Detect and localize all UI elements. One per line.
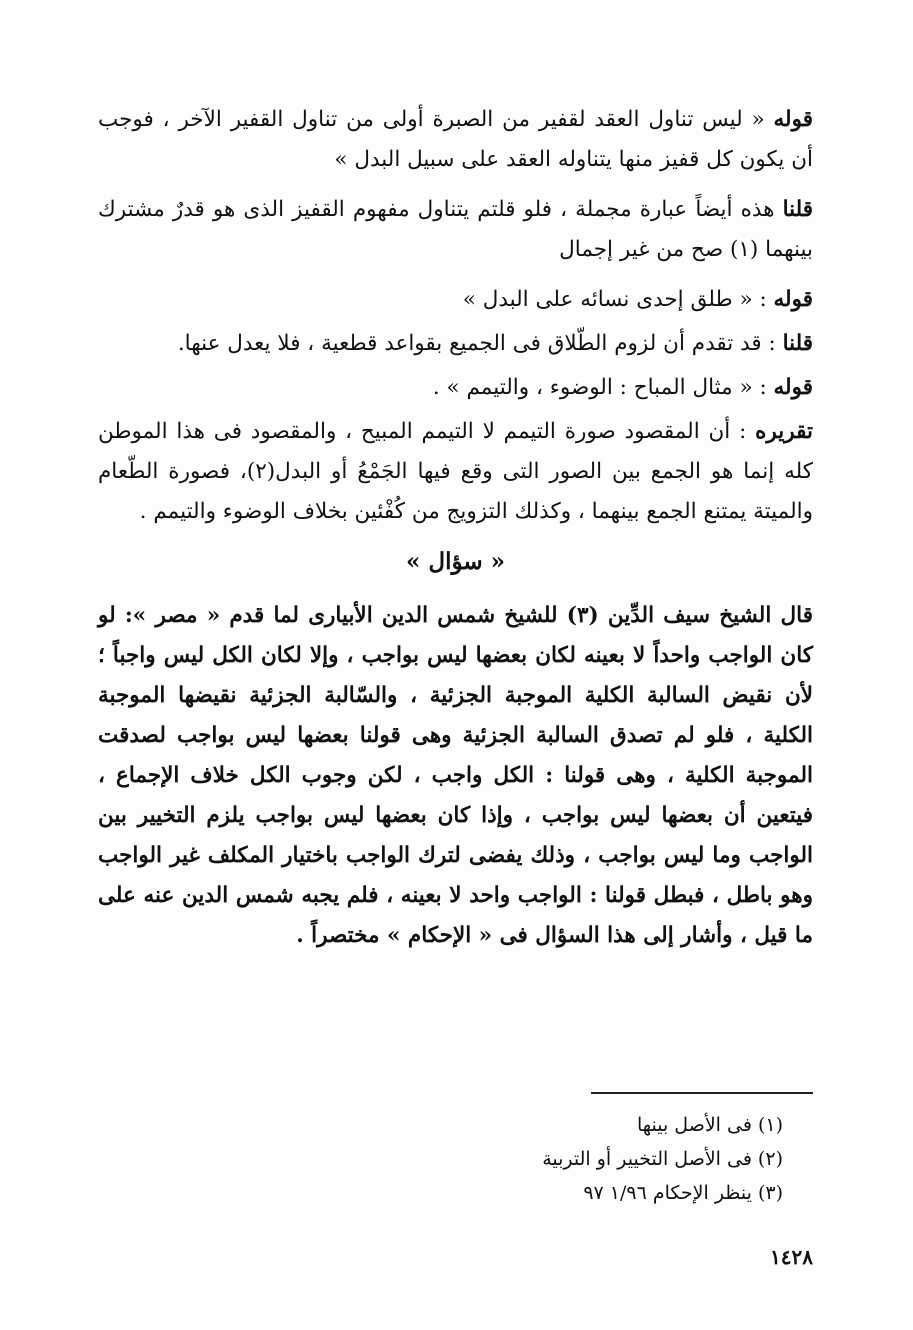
- paragraph-6-text: : أن المقصود صورة التيمم لا التيمم المبيح ، والمقصود فى هذا الموطن كله إنما هو الجمع بين الصور التى وقع فيها الجَمْعُ أو البدل(٢)، فصورة الطّعام والميتة يمتنع الجمع بينهما ، وكذلك التزويج من كُفْئين بخلاف الوضوء والتيمم .: [98, 419, 813, 524]
- paragraph-5-label: قوله: [773, 375, 813, 400]
- paragraph-4-label: قلنا: [782, 331, 813, 356]
- paragraph-2-label: قلنا: [782, 197, 813, 222]
- paragraph-1: [98, 100, 813, 180]
- paragraph-5-text: : « مثال المباح : الوضوء ، والتيمم » .: [432, 375, 774, 400]
- page-number: ١٤٢٨: [770, 1245, 813, 1269]
- question-paragraph: قال الشيخ سيف الدِّين (٣) للشيخ شمس الدين الأبيارى لما قدم « مصر »: لو كان الواجب واحداً لا بعينه لكان بعضها ليس بواجب ، وإلا لكان الكل ليس واجباً ؛ لأن نقيض السالبة الكلية الموجبة الجزئية ، والسّالبة الجزئية نقيضها الموجبة الكلية ، فلو لم تصدق السالبة الجزئية وهى قولنا بعضها ليس بواجب لصدقت الموجبة الكلية ، وهى قولنا : الكل واجب ، لكن وجوب الكل خلاف الإجماع ، فيتعين أن بعضها ليس بواجب ، وإذا كان بعضها ليس بواجب يلزم التخيير بين الواجب وما ليس بواجب ، وذلك يفضى لترك الواجب باختيار المكلف غير الواجب وهو باطل ، فبطل قولنا : الواجب واحد لا بعينه ، فلم يجبه شمس الدين عنه على ما قيل ، وأشار إلى هذا السؤال فى « الإحكام » مختصراً .: [98, 603, 813, 948]
- paragraph-1-label: قوله: [773, 107, 813, 132]
- footnote-divider: [591, 1092, 813, 1094]
- footnotes: [363, 1108, 783, 1210]
- paragraph-3: [98, 280, 813, 320]
- paragraph-3-text: : « طلق إحدى نسائه على البدل »: [462, 287, 774, 312]
- paragraph-3-label: قوله: [773, 287, 813, 312]
- footnote-2: (٢) فى الأصل التخيير أو التربية: [542, 1148, 783, 1170]
- paragraph-6-label: تقريره: [755, 419, 813, 444]
- footnote-1: (١) فى الأصل بينها: [636, 1114, 783, 1136]
- paragraph-6: [98, 412, 813, 532]
- paragraph-1-text: « ليس تناول العقد لقفير من الصبرة أولى من تناول القفير الآخر ، فوجب أن يكون كل قفيز منها يتناوله العقد على سبيل البدل »: [98, 107, 813, 172]
- section-heading: « سؤال »: [405, 548, 506, 575]
- paragraph-2-text: هذه أيضاً عبارة مجملة ، فلو قلتم يتناول مفهوم القفيز الذى هو قدرٌ مشترك بينهما (١) صح من غير إجمال: [98, 197, 813, 262]
- main-text-column: [98, 100, 813, 966]
- paragraph-4-text: : قد تقدم أن لزوم الطّلاق فى الجميع بقواعد قطعية ، فلا يعدل عنها.: [177, 331, 783, 356]
- paragraph-5: [98, 368, 813, 408]
- footnote-3: (٣) ينظر الإحكام ١/٩٦ ٩٧: [583, 1182, 783, 1204]
- paragraph-4: [98, 324, 813, 364]
- paragraph-2: [98, 190, 813, 270]
